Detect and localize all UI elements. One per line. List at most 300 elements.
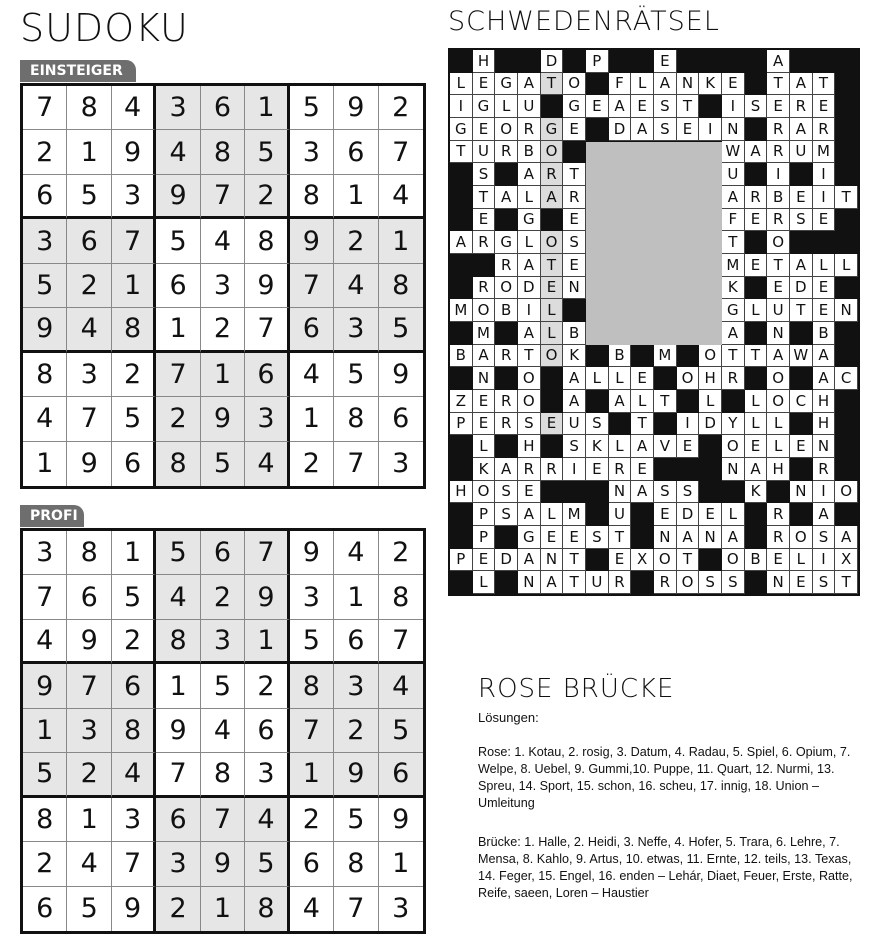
- crossword-letter-cell: W: [722, 141, 745, 164]
- crossword-letter-cell: T: [518, 345, 541, 368]
- crossword-black-cell: [563, 50, 586, 73]
- crossword-black-cell: [677, 345, 700, 368]
- crossword-letter-cell: R: [495, 141, 518, 164]
- sudoku-cell: 4: [23, 620, 67, 664]
- sudoku-cell: 8: [245, 219, 289, 263]
- crossword-letter-cell: B: [518, 141, 541, 164]
- crossword-black-cell: [450, 209, 473, 232]
- crossword-letter-cell: L: [631, 390, 654, 413]
- crossword-letter-cell: A: [541, 186, 564, 209]
- crossword-black-cell: [450, 50, 473, 73]
- crossword-letter-cell: L: [518, 231, 541, 254]
- crossword-black-cell: [495, 322, 518, 345]
- crossword-letter-cell: L: [495, 95, 518, 118]
- crossword-letter-cell: L: [722, 503, 745, 526]
- crossword-letter-cell: P: [586, 50, 609, 73]
- crossword-letter-cell: N: [654, 526, 677, 549]
- sudoku-cell: 4: [290, 887, 334, 931]
- crossword-letter-cell: B: [495, 299, 518, 322]
- crossword-letter-cell: T: [745, 345, 768, 368]
- sudoku-cell: 9: [67, 442, 111, 486]
- sudoku-cell: 7: [201, 798, 245, 842]
- sudoku-cell: 1: [334, 175, 378, 219]
- crossword-black-cell: [699, 481, 722, 504]
- crossword-letter-cell: H: [450, 481, 473, 504]
- crossword-letter-cell: A: [722, 186, 745, 209]
- sudoku-cell: 6: [23, 887, 67, 931]
- crossword-black-cell: [563, 481, 586, 504]
- crossword-letter-cell: O: [790, 526, 813, 549]
- crossword-black-cell: [609, 413, 632, 436]
- crossword-black-cell: [450, 526, 473, 549]
- sudoku-cell: 8: [245, 887, 289, 931]
- crossword-letter-cell: D: [518, 277, 541, 300]
- crossword-black-cell: [541, 390, 564, 413]
- crossword-letter-cell: S: [790, 209, 813, 232]
- crossword-black-cell: [835, 73, 858, 96]
- crossword-letter-cell: R: [767, 526, 790, 549]
- sudoku-cell: 9: [334, 86, 378, 130]
- crossword-letter-cell: R: [609, 571, 632, 594]
- sudoku-cell: 1: [379, 219, 423, 263]
- crossword-letter-cell: E: [563, 254, 586, 277]
- sudoku-cell: 9: [290, 219, 334, 263]
- sudoku-cell: 4: [245, 798, 289, 842]
- sudoku-cell: 9: [156, 709, 200, 753]
- sudoku-cell: 9: [201, 397, 245, 441]
- crossword-letter-cell: S: [699, 571, 722, 594]
- crossword-letter-cell: L: [745, 299, 768, 322]
- sudoku-cell: 3: [67, 353, 111, 397]
- crossword-letter-cell: T: [722, 345, 745, 368]
- sudoku-cell: 7: [67, 664, 111, 708]
- crossword-letter-cell: A: [790, 118, 813, 141]
- crossword-title: SCHWEDENRÄTSEL: [448, 6, 720, 37]
- crossword-black-cell: [450, 163, 473, 186]
- sudoku-cell: 1: [156, 664, 200, 708]
- crossword-letter-cell: A: [677, 526, 700, 549]
- crossword-letter-cell: L: [450, 73, 473, 96]
- sudoku-cell: 8: [290, 664, 334, 708]
- crossword-letter-cell: U: [790, 141, 813, 164]
- crossword-letter-cell: B: [609, 345, 632, 368]
- crossword-black-cell: [518, 50, 541, 73]
- crossword-letter-cell: G: [518, 526, 541, 549]
- crossword-black-cell: [631, 50, 654, 73]
- sudoku-cell: 8: [23, 353, 67, 397]
- sudoku-cell: 7: [245, 308, 289, 352]
- sudoku-cell: 7: [201, 175, 245, 219]
- crossword-black-cell: [790, 231, 813, 254]
- crossword-letter-cell: E: [654, 503, 677, 526]
- sudoku-cell: 4: [379, 175, 423, 219]
- crossword-letter-cell: L: [541, 503, 564, 526]
- crossword-letter-cell: R: [790, 95, 813, 118]
- crossword-black-cell: [450, 277, 473, 300]
- sudoku-cell: 9: [379, 798, 423, 842]
- crossword-black-cell: [473, 254, 496, 277]
- crossword-letter-cell: D: [790, 277, 813, 300]
- crossword-letter-cell: O: [473, 481, 496, 504]
- crossword-black-cell: [790, 413, 813, 436]
- crossword-letter-cell: N: [677, 73, 700, 96]
- crossword-letter-cell: A: [518, 254, 541, 277]
- crossword-letter-cell: A: [609, 390, 632, 413]
- sudoku-cell: 3: [392, 448, 410, 480]
- crossword-black-cell: [631, 503, 654, 526]
- crossword-black-cell: [790, 367, 813, 390]
- sudoku-cell: 1: [290, 753, 334, 797]
- crossword-letter-cell: U: [473, 141, 496, 164]
- sudoku-cell: 9: [245, 264, 289, 308]
- crossword-letter-cell: L: [790, 549, 813, 572]
- crossword-letter-cell: H: [518, 435, 541, 458]
- crossword-black-cell: [745, 322, 768, 345]
- crossword-letter-cell: E: [586, 95, 609, 118]
- crossword-letter-cell: M: [450, 299, 473, 322]
- crossword-letter-cell: E: [790, 186, 813, 209]
- crossword-letter-cell: A: [745, 141, 768, 164]
- crossword-black-cell: [654, 367, 677, 390]
- crossword-letter-cell: E: [677, 435, 700, 458]
- sudoku-cell: 5: [156, 531, 200, 575]
- crossword-black-cell: [541, 481, 564, 504]
- crossword-black-cell: [450, 458, 473, 481]
- crossword-letter-cell: S: [677, 481, 700, 504]
- crossword-letter-cell: I: [722, 95, 745, 118]
- crossword-letter-cell: A: [745, 458, 768, 481]
- crossword-letter-cell: V: [654, 435, 677, 458]
- crossword-letter-cell: E: [813, 209, 836, 232]
- crossword-letter-cell: E: [654, 50, 677, 73]
- crossword-letter-cell: N: [835, 299, 858, 322]
- sudoku-cell: 1: [334, 575, 378, 619]
- crossword-letter-cell: H: [699, 367, 722, 390]
- crossword-letter-cell: R: [541, 458, 564, 481]
- crossword-black-cell: [677, 50, 700, 73]
- crossword-picture-placeholder: [586, 142, 724, 348]
- crossword-letter-cell: N: [541, 549, 564, 572]
- crossword-letter-cell: K: [722, 277, 745, 300]
- crossword-black-cell: [654, 458, 677, 481]
- crossword-letter-cell: M: [813, 141, 836, 164]
- crossword-letter-cell: M: [722, 254, 745, 277]
- sudoku-cell: 4: [112, 753, 156, 797]
- crossword-letter-cell: S: [495, 481, 518, 504]
- crossword-letter-cell: O: [541, 231, 564, 254]
- crossword-black-cell: [609, 50, 632, 73]
- crossword-letter-cell: R: [609, 458, 632, 481]
- sudoku-cell: 4: [67, 308, 111, 352]
- crossword-black-cell: [495, 163, 518, 186]
- crossword-letter-cell: E: [813, 277, 836, 300]
- crossword-black-cell: [495, 367, 518, 390]
- crossword-black-cell: [699, 458, 722, 481]
- crossword-letter-cell: N: [518, 571, 541, 594]
- sudoku-cell: 2: [23, 842, 67, 886]
- sudoku-cell: 1: [67, 130, 111, 174]
- sudoku-cell: 9: [379, 353, 423, 397]
- crossword-letter-cell: G: [563, 95, 586, 118]
- crossword-letter-cell: N: [790, 481, 813, 504]
- sudoku-cell: 6: [156, 798, 200, 842]
- sudoku-cell: 4: [156, 130, 200, 174]
- sudoku-cell: 6: [379, 397, 423, 441]
- crossword-letter-cell: O: [541, 345, 564, 368]
- sudoku-cell: 2: [245, 175, 289, 219]
- sudoku-cell: 1: [112, 531, 156, 575]
- crossword-letter-cell: U: [518, 95, 541, 118]
- crossword-letter-cell: G: [473, 95, 496, 118]
- crossword-letter-cell: E: [473, 209, 496, 232]
- bruecke-solutions-text: Brücke: 1. Halle, 2. Heidi, 3. Neffe, 4. Hofer, 5. Trara, 6. Lehre, 7. Mensa, 8. Kahlo, 9. Artus, 10. etwas, 11. Ernte, 12. teils, 13. Texas, 14. Feger, 15. Engel, 16. enden – Lehár, Diaet, Feuer, Erste, Ratte, Reife, saeen, Loren – Haustier: [478, 835, 853, 900]
- crossword-letter-cell: Z: [450, 390, 473, 413]
- crossword-black-cell: [699, 435, 722, 458]
- sudoku-cell: 6: [290, 308, 334, 352]
- rose-solutions-text: Rose: 1. Kotau, 2. rosig, 3. Datum, 4. Radau, 5. Spiel, 6. Opium, 7. Welpe, 8. Uebel, 9. Gummi,10. Puppe, 11. Quart, 12. Nurmi, 13. Spreu, 14. Sport, 15. schon, 16. scheu, 17. innig, 18. Union – Umleitung: [478, 745, 851, 810]
- crossword-letter-cell: I: [813, 186, 836, 209]
- crossword-letter-cell: E: [813, 95, 836, 118]
- crossword-letter-cell: L: [586, 367, 609, 390]
- crossword-letter-cell: C: [835, 367, 858, 390]
- sudoku-cell: 9: [23, 308, 67, 352]
- sudoku-cell: 5: [201, 664, 245, 708]
- sudoku-cell: 3: [201, 620, 245, 664]
- sudoku-cell: 3: [290, 130, 334, 174]
- crossword-letter-cell: D: [677, 503, 700, 526]
- sudoku-cell: 1: [23, 442, 67, 486]
- sudoku-cell: 1: [379, 842, 423, 886]
- crossword-letter-cell: A: [631, 435, 654, 458]
- crossword-letter-cell: T: [654, 390, 677, 413]
- crossword-letter-cell: E: [541, 277, 564, 300]
- sudoku-cell: 8: [156, 620, 200, 664]
- sudoku-cell: 8: [290, 175, 334, 219]
- crossword-letter-cell: U: [767, 299, 790, 322]
- crossword-letter-cell: A: [813, 503, 836, 526]
- sudoku-cell: 3: [67, 709, 111, 753]
- crossword-black-cell: [495, 435, 518, 458]
- sudoku-cell: 5: [245, 130, 289, 174]
- crossword-black-cell: [450, 367, 473, 390]
- crossword-letter-cell: O: [699, 345, 722, 368]
- crossword-letter-cell: E: [699, 503, 722, 526]
- sudoku-cell: 9: [112, 887, 156, 931]
- crossword-letter-cell: E: [609, 549, 632, 572]
- crossword-letter-cell: R: [654, 571, 677, 594]
- crossword-letter-cell: A: [518, 163, 541, 186]
- sudoku-cell: 8: [379, 575, 423, 619]
- sudoku-cell: 2: [112, 620, 156, 664]
- sudoku-cell: 5: [67, 887, 111, 931]
- crossword-black-cell: [835, 458, 858, 481]
- sudoku-cell: 7: [245, 531, 289, 575]
- crossword-letter-cell: S: [495, 503, 518, 526]
- sudoku-cell: 2: [290, 442, 334, 486]
- sudoku-cell: 8: [67, 531, 111, 575]
- crossword-letter-cell: L: [473, 571, 496, 594]
- crossword-letter-cell: F: [609, 73, 632, 96]
- crossword-black-cell: [450, 571, 473, 594]
- crossword-letter-cell: R: [473, 277, 496, 300]
- crossword-letter-cell: T: [563, 571, 586, 594]
- crossword-letter-cell: I: [813, 163, 836, 186]
- crossword-letter-cell: E: [473, 390, 496, 413]
- sudoku-cell: 2: [290, 798, 334, 842]
- sudoku-cell: 8: [334, 842, 378, 886]
- crossword-letter-cell: W: [790, 345, 813, 368]
- sudoku-cell: 3: [112, 175, 156, 219]
- crossword-letter-cell: O: [495, 118, 518, 141]
- crossword-black-cell: [450, 322, 473, 345]
- crossword-letter-cell: K: [699, 73, 722, 96]
- crossword-letter-cell: L: [767, 435, 790, 458]
- crossword-letter-cell: O: [654, 549, 677, 572]
- crossword-letter-cell: E: [586, 458, 609, 481]
- crossword-letter-cell: A: [813, 367, 836, 390]
- crossword-letter-cell: T: [835, 571, 858, 594]
- crossword-letter-cell: A: [473, 345, 496, 368]
- crossword-letter-cell: S: [654, 118, 677, 141]
- difficulty-label-easy: EINSTEIGER: [20, 60, 136, 82]
- crossword-letter-cell: T: [631, 413, 654, 436]
- sudoku-cell: 1: [67, 798, 111, 842]
- sudoku-cell: 2: [334, 709, 378, 753]
- crossword-letter-cell: S: [654, 95, 677, 118]
- crossword-black-cell: [745, 231, 768, 254]
- crossword-letter-cell: E: [631, 95, 654, 118]
- sudoku-cell: 9: [334, 753, 378, 797]
- crossword-black-cell: [835, 163, 858, 186]
- sudoku-cell: 4: [379, 664, 423, 708]
- sudoku-cell: 7: [67, 397, 111, 441]
- crossword-letter-cell: N: [473, 367, 496, 390]
- crossword-letter-cell: R: [518, 458, 541, 481]
- crossword-letter-cell: E: [473, 73, 496, 96]
- crossword-letter-cell: H: [473, 50, 496, 73]
- solutions-label: Lösungen:: [478, 710, 539, 725]
- crossword-letter-cell: R: [767, 118, 790, 141]
- sudoku-cell: 2: [201, 308, 245, 352]
- crossword-letter-cell: S: [745, 95, 768, 118]
- crossword-letter-cell: A: [563, 367, 586, 390]
- sudoku-cell: 5: [334, 353, 378, 397]
- sudoku-cell: 7: [112, 842, 156, 886]
- sudoku-cell: 5: [290, 86, 334, 130]
- sudoku-cell: 5: [23, 753, 67, 797]
- crossword-letter-cell: B: [813, 322, 836, 345]
- crossword-letter-cell: T: [813, 73, 836, 96]
- crossword-letter-cell: D: [609, 118, 632, 141]
- crossword-letter-cell: L: [541, 299, 564, 322]
- crossword-letter-cell: B: [450, 345, 473, 368]
- sudoku-cell: 7: [290, 709, 334, 753]
- sudoku-cell: 7: [334, 442, 378, 486]
- crossword-letter-cell: O: [835, 481, 858, 504]
- crossword-letter-cell: G: [722, 299, 745, 322]
- crossword-black-cell: [631, 526, 654, 549]
- crossword-letter-cell: P: [473, 526, 496, 549]
- sudoku-cell: 1: [245, 86, 289, 130]
- crossword-letter-cell: O: [518, 367, 541, 390]
- sudoku-cell: 1: [156, 308, 200, 352]
- crossword-letter-cell: R: [495, 413, 518, 436]
- crossword-letter-cell: N: [722, 458, 745, 481]
- crossword-letter-cell: R: [745, 186, 768, 209]
- crossword-letter-cell: L: [699, 390, 722, 413]
- crossword-letter-cell: S: [563, 435, 586, 458]
- sudoku-cell: 3: [23, 531, 67, 575]
- crossword-black-cell: [835, 277, 858, 300]
- sudoku-cell: 3: [245, 753, 289, 797]
- sudoku-cell: 7: [379, 130, 423, 174]
- sudoku-cell: 1: [245, 620, 289, 664]
- crossword-letter-cell: T: [722, 231, 745, 254]
- crossword-black-cell: [654, 413, 677, 436]
- crossword-letter-cell: T: [473, 186, 496, 209]
- crossword-black-cell: [563, 299, 586, 322]
- crossword-letter-cell: O: [495, 277, 518, 300]
- crossword-letter-cell: D: [495, 549, 518, 572]
- crossword-letter-cell: X: [631, 549, 654, 572]
- sudoku-cell: 2: [379, 531, 423, 575]
- sudoku-cell: 7: [334, 887, 378, 931]
- sudoku-cell: 4: [290, 353, 334, 397]
- crossword-letter-cell: E: [790, 435, 813, 458]
- crossword-letter-cell: R: [767, 141, 790, 164]
- crossword-letter-cell: I: [518, 299, 541, 322]
- sudoku-cell: 7: [379, 620, 423, 664]
- crossword-letter-cell: O: [767, 231, 790, 254]
- sudoku-cell: 5: [379, 709, 423, 753]
- sudoku-cell: 2: [379, 86, 423, 130]
- sudoku-cell: 6: [334, 130, 378, 174]
- sudoku-cell: 1: [23, 709, 67, 753]
- crossword-black-cell: [790, 503, 813, 526]
- crossword-letter-cell: T: [450, 141, 473, 164]
- crossword-letter-cell: R: [473, 231, 496, 254]
- crossword-letter-cell: K: [473, 458, 496, 481]
- crossword-letter-cell: O: [677, 571, 700, 594]
- crossword-letter-cell: U: [563, 413, 586, 436]
- sudoku-cell: 3: [245, 397, 289, 441]
- sudoku-cell: 5: [23, 264, 67, 308]
- sudoku-cell: 4: [201, 709, 245, 753]
- crossword-letter-cell: O: [541, 141, 564, 164]
- crossword-black-cell: [677, 458, 700, 481]
- crossword-black-cell: [835, 435, 858, 458]
- crossword-letter-cell: A: [563, 390, 586, 413]
- crossword-letter-cell: E: [745, 435, 768, 458]
- sudoku-cell: 8: [112, 308, 156, 352]
- sudoku-cell: 5: [290, 620, 334, 664]
- crossword-letter-cell: I: [450, 95, 473, 118]
- crossword-letter-cell: E: [473, 118, 496, 141]
- crossword-black-cell: [790, 50, 813, 73]
- crossword-letter-cell: L: [767, 413, 790, 436]
- sudoku-cell: 6: [23, 175, 67, 219]
- crossword-letter-cell: S: [813, 571, 836, 594]
- sudoku-cell: 2: [67, 753, 111, 797]
- sudoku-cell: 4: [245, 442, 289, 486]
- sudoku-cell: 8: [201, 130, 245, 174]
- sudoku-cell: 4: [334, 531, 378, 575]
- sudoku-cell: 9: [156, 175, 200, 219]
- crossword-letter-cell: E: [767, 277, 790, 300]
- crossword-letter-cell: E: [541, 413, 564, 436]
- sudoku-cell: 5: [112, 575, 156, 619]
- crossword-letter-cell: L: [835, 254, 858, 277]
